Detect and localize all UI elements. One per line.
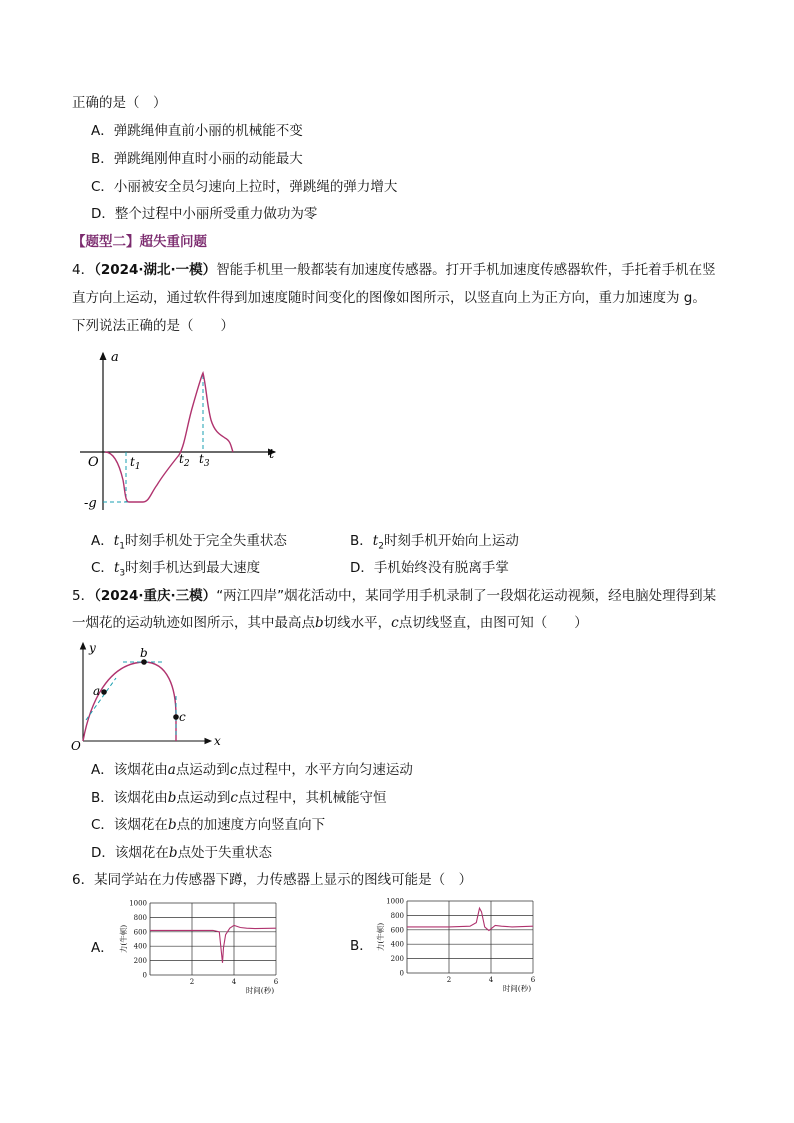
q5-tangent-a (86, 678, 116, 720)
q5-label-c: c (179, 710, 186, 724)
q3-option-c: C．小丽被安全员匀速向上拉时，弹跳绳的弹力增大 (91, 179, 398, 195)
q5-y-label: y (89, 641, 96, 655)
q6-chart-b-ytick-label: 0 (399, 969, 404, 978)
q5-point-a (101, 689, 107, 695)
q4-x-label: t (269, 447, 275, 462)
q6-chart-b-xtick-label: 2 (446, 976, 452, 984)
q5-label-a: a (93, 684, 101, 698)
q3-option-d: D．整个过程中小丽所受重力做功为零 (91, 206, 318, 222)
q5-point-c (173, 714, 179, 720)
q6-chart-b-xtick-label: 6 (530, 976, 536, 984)
q6-chart-a-ytick-label: 200 (133, 957, 147, 966)
q5-curve (83, 662, 176, 741)
q6-option-a-label: A． (91, 940, 114, 956)
q4-option-b: B．$t_2$时刻手机开始向上运动 (350, 533, 519, 552)
q4-line1 (72, 260, 716, 280)
q4-neg-g: -g (84, 496, 97, 511)
q4-source: （2024·湖北·一模） (94, 262, 217, 278)
q4-origin: O (88, 455, 99, 470)
q4-option-a: A．$t_1$时刻手机处于完全失重状态 (91, 533, 287, 552)
q6-chart-a-xtick-label: 6 (273, 978, 279, 986)
q4-option-d: D．手机始终没有脱离手掌 (350, 560, 509, 576)
q4-t2-label: $t_2$ (179, 452, 190, 469)
q4-option-c: C．$t_3$时刻手机达到最大速度 (91, 560, 261, 579)
q4-line2: 直方向上运动，通过软件得到加速度随时间变化的图像如图所示，以竖直向上为正方向，重力加速度为 g。 (72, 290, 706, 306)
q3-option-a: A．弹跳绳伸直前小丽的机械能不变 (91, 123, 303, 139)
q6-chart-b-ytick-label: 1000 (386, 897, 404, 906)
q6-chart-a-xlabel: 时间(秒) (245, 986, 275, 995)
q5-option-c: C．该烟花在b点的加速度方向竖直向下 (91, 817, 326, 833)
q6-chart-b (365, 893, 543, 998)
q5-trajectory-graph (68, 638, 228, 750)
q6-chart-b-ytick-label: 200 (390, 955, 404, 964)
q6-chart-a-xtick-label: 2 (189, 978, 195, 986)
q6-chart-b-ytick-label: 600 (390, 926, 404, 935)
q4-t3-label: $t_3$ (199, 452, 210, 469)
q5-option-d: D．该烟花在b点处于失重状态 (91, 845, 273, 861)
q6-chart-a-series-line (150, 925, 276, 963)
q6-chart-b-ytick-label: 800 (390, 911, 404, 920)
q3-option-b: B．弹跳绳刚伸直时小丽的动能最大 (91, 151, 303, 167)
q4-line3: 下列说法正确的是（ ） (72, 318, 234, 334)
q6-chart-a-ytick-label: 400 (133, 942, 147, 951)
q6-chart-a-ytick-label: 0 (142, 971, 147, 980)
q4-curve (105, 373, 233, 502)
q6-chart-b-ytick-label: 400 (390, 940, 404, 949)
q5-option-b: B．该烟花由b点运动到c点过程中，其机械能守恒 (91, 790, 387, 806)
q6-chart-a-xtick-label: 4 (231, 978, 237, 986)
section-heading: 【题型二】超失重问题 (72, 234, 207, 250)
q4-number: 4． (72, 262, 95, 278)
q6-chart-b-ylabel: 力(牛顿) (376, 922, 385, 952)
q6-chart-a-ytick-label: 800 (133, 913, 147, 922)
q6-chart-b-series-line (407, 908, 533, 930)
q5-option-a: A．该烟花由a点运动到c点过程中，水平方向匀速运动 (91, 762, 413, 778)
q5-x-label: x (214, 734, 221, 748)
q6-chart-b-xtick-label: 4 (488, 976, 494, 984)
q5-point-b (141, 659, 147, 665)
q4-text1: 智能手机里一般都装有加速度传感器。打开手机加速度传感器软件，手托着手机在竖 (216, 262, 716, 278)
q6-option-b-label: B． (350, 938, 373, 954)
q5-label-b: b (140, 646, 148, 660)
q4-y-label: a (111, 350, 119, 365)
q4-acceleration-graph (75, 345, 285, 525)
q5-line1: 5．（2024·重庆·三模）“两江四岸”烟花活动中，某同学用手机录制了一段烟花运动视频，经电脑处理得到某 (72, 588, 717, 604)
q5-line2: 一烟花的运动轨迹如图所示，其中最高点b切线水平，c点切线竖直，由图可知（ ） (72, 615, 588, 631)
q6-chart-b-xlabel: 时间(秒) (502, 984, 532, 993)
q6-stem: 6．某同学站在力传感器下蹲，力传感器上显示的图线可能是（ ） (72, 872, 473, 888)
q3-stem-end: 正确的是（ ） (72, 95, 167, 111)
q6-chart-a-ylabel: 力(牛顿) (119, 924, 128, 954)
q6-chart-a-ytick-label: 1000 (129, 899, 147, 908)
q5-origin: O (71, 739, 81, 750)
q6-chart-a-ytick-label: 600 (133, 928, 147, 937)
q6-chart-a (108, 895, 286, 1000)
q4-t1-label: $t_1$ (130, 455, 141, 472)
